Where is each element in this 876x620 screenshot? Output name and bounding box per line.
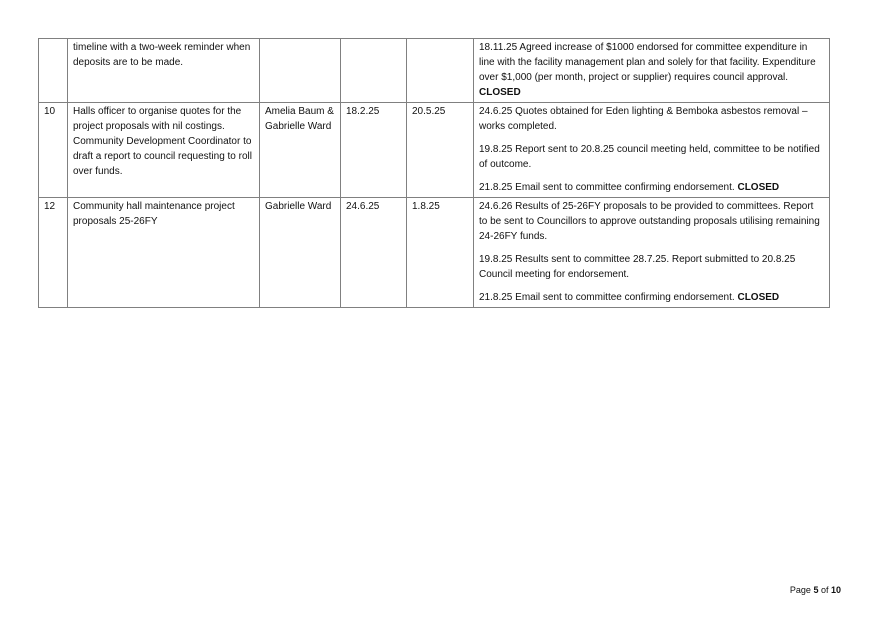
action-items-table bbox=[38, 38, 830, 308]
status-closed: CLOSED bbox=[737, 292, 780, 303]
date-raised-cell: 18.2.25 bbox=[341, 103, 407, 198]
item-number-cell bbox=[39, 39, 68, 103]
page-label: Page bbox=[789, 585, 814, 595]
note-paragraph: 19.8.25 Results sent to committee 28.7.25. Report submitted to 20.8.25 Council meeting for endorsement. bbox=[479, 254, 796, 280]
item-number-cell: 10 bbox=[39, 103, 68, 198]
responsible-cell bbox=[260, 39, 341, 103]
note-paragraph: 18.11.25 Agreed increase of $1000 endorsed for committee expenditure in line with the facility management plan and solely for that facility. Expenditure over $1,000 (per month, project or supplier) requires council approval. CLOSED bbox=[479, 42, 816, 98]
due-date-cell: 1.8.25 bbox=[407, 198, 474, 308]
table-row bbox=[39, 39, 830, 103]
responsible-cell: Gabrielle Ward bbox=[260, 198, 341, 308]
due-date-cell: 20.5.25 bbox=[407, 103, 474, 198]
page-number: 5 bbox=[813, 585, 819, 595]
of-label: of bbox=[818, 585, 831, 595]
page-footer bbox=[790, 584, 841, 596]
note-paragraph: 21.8.25 Email sent to committee confirming endorsement. CLOSED bbox=[479, 292, 780, 303]
note-paragraph: 19.8.25 Report sent to 20.8.25 council meeting held, committee to be notified of outcome. bbox=[479, 144, 820, 170]
status-closed: CLOSED bbox=[479, 87, 521, 98]
status-closed: CLOSED bbox=[737, 182, 780, 193]
due-date-cell bbox=[407, 39, 474, 103]
responsible-cell: Amelia Baum & Gabrielle Ward bbox=[260, 103, 341, 198]
note-paragraph: 24.6.26 Results of 25-26FY proposals to be provided to committees. Report to be sent to Councillors to approve outstanding proposals utilising remaining 24-26FY funds. bbox=[479, 201, 820, 242]
action-cell: Halls officer to organise quotes for the project proposals with nil costings. Community Development Coordinator to draft a report to council requesting to roll over funds. bbox=[68, 103, 260, 198]
table-row bbox=[39, 103, 830, 198]
page-total: 10 bbox=[830, 585, 841, 595]
notes-cell bbox=[474, 39, 830, 103]
note-paragraph: 24.6.25 Quotes obtained for Eden lighting & Bemboka asbestos removal – works completed. bbox=[479, 106, 808, 132]
date-raised-cell bbox=[341, 39, 407, 103]
item-number-cell: 12 bbox=[39, 198, 68, 308]
date-raised-cell: 24.6.25 bbox=[341, 198, 407, 308]
notes-cell bbox=[474, 198, 830, 308]
notes-cell bbox=[474, 103, 830, 198]
action-cell: Community hall maintenance project proposals 25-26FY bbox=[68, 198, 260, 308]
table-row bbox=[39, 198, 830, 308]
action-cell: timeline with a two-week reminder when deposits are to be made. bbox=[68, 39, 260, 103]
note-paragraph: 21.8.25 Email sent to committee confirming endorsement. CLOSED bbox=[479, 182, 780, 193]
